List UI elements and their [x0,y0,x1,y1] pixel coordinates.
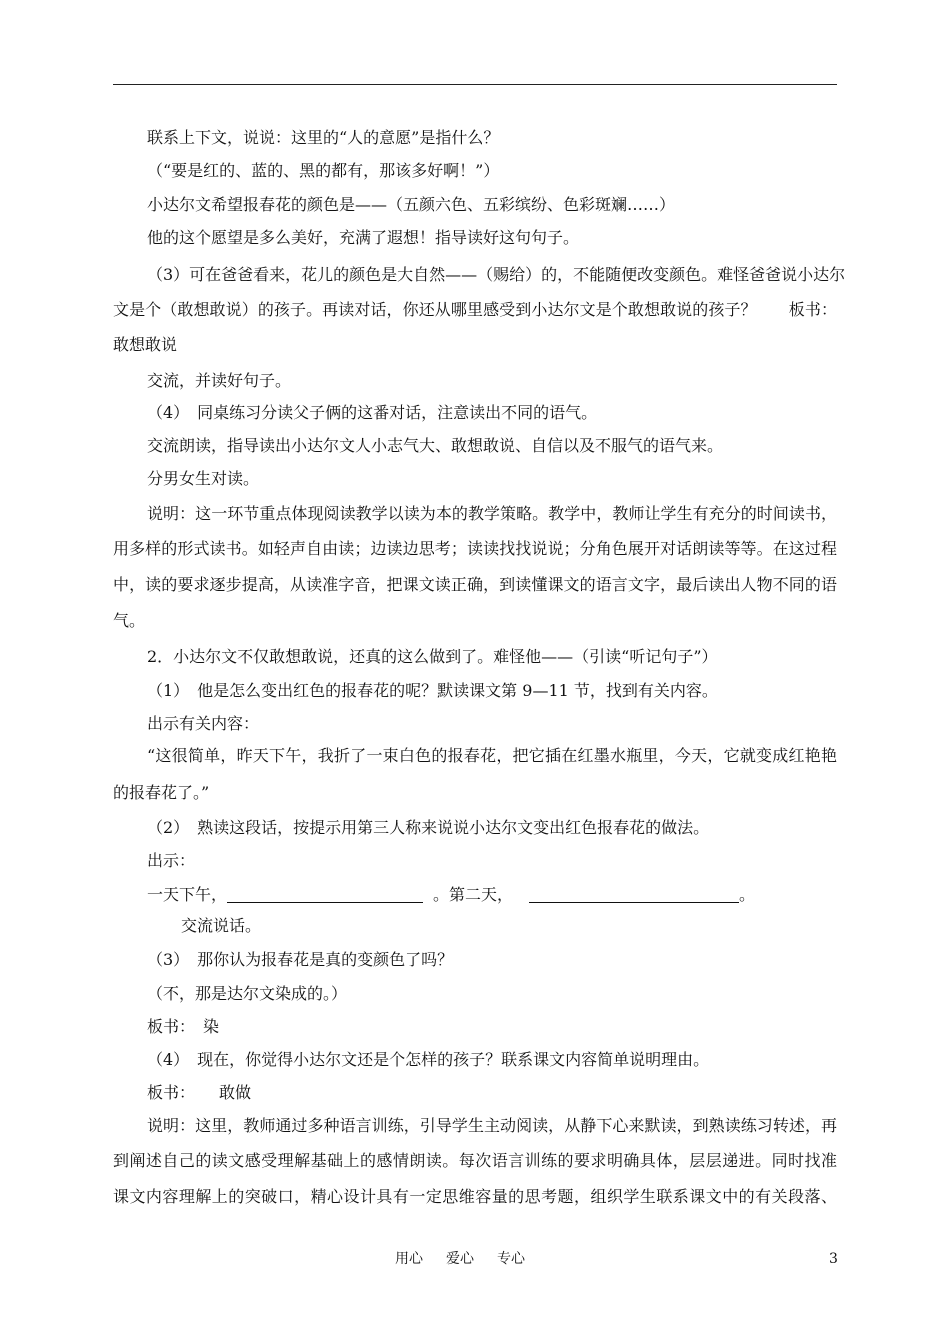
text-line: 交流说话。 [181,916,262,935]
text-line: 中，读的要求逐步提高，从读准字音，把课文读正确，到读懂课文的语言文字，最后读出人物不同的语 [113,575,837,594]
text-line: 出示： [147,851,196,870]
blank-1[interactable] [227,886,423,903]
text-line: 的报春花了。” [113,783,210,802]
text-line: 他的这个愿望是多么美好，充满了遐想！指导读好这句句子。 [147,228,580,247]
text-line: 板书： 敢做 [147,1083,252,1102]
text-line: 分男女生对读。 [147,469,260,488]
text-line: 交流朗读，指导读出小达尔文人小志气大、敢想敢说、自信以及不服气的语气来。 [147,436,724,455]
footer-motto: 用心 [395,1251,423,1267]
text-line: 小达尔文希望报春花的颜色是——（五颜六色、五彩缤纷、色彩斑斓……） [147,195,676,214]
text-line: 2．小达尔文不仅敢想敢说，还真的这么做到了。难怪他——（引读“听记句子”） [147,647,718,666]
text-line: 板书： 染 [147,1017,220,1036]
fill-in-text: 。 [739,885,756,904]
footer-motto: 专心 [497,1251,525,1267]
text-line: 用多样的形式读书。如轻声自由读；边读边思考；读读找找说说；分角色展开对话朗读等等。在这过程 [113,539,837,558]
text-line: （3） 那你认为报春花是真的变颜色了吗？ [147,950,454,969]
blank-2[interactable] [529,886,739,903]
text-line: （2） 熟读这段话，按提示用第三人称来说说小达尔文变出红色报春花的做法。 [147,818,710,837]
text-line: （“要是红的、蓝的、黑的都有，那该多好啊！”） [147,161,500,180]
text-line: （3）可在爸爸看来，花儿的颜色是大自然——（赐给）的，不能随便改变颜色。难怪爸爸说小达尔 [147,265,846,284]
header-rule [113,84,837,85]
text-line: （4） 现在，你觉得小达尔文还是个怎样的孩子？联系课文内容简单说明理由。 [147,1050,710,1069]
fill-in-text: 。第二天， [433,885,514,904]
fill-in-text: 一天下午， [147,885,228,904]
text-line: 说明：这一环节重点体现阅读教学以读为本的教学策略。教学中，教师让学生有充分的时间读书， [147,504,837,523]
text-line: 交流，并读好句子。 [147,371,292,390]
fill-in-line [147,885,755,905]
footer-motto: 爱心 [446,1251,474,1267]
text-line: 气。 [113,611,146,630]
text-line: 到阐述自己的读文感受理解基础上的感情朗读。每次语言训练的要求明确具体，层层递进。同时找准 [113,1151,837,1170]
text-line: 文是个（敢想敢说）的孩子。再读对话，你还从哪里感受到小达尔文是个敢想敢说的孩子？ 板书： [113,300,837,319]
page-number: 3 [829,1251,838,1267]
text-line: （不，那是达尔文染成的。） [147,984,348,1003]
text-line: 联系上下文，说说：这里的“人的意愿”是指什么？ [147,128,500,147]
text-line: 说明：这里，教师通过多种语言训练，引导学生主动阅读，从静下心来默读，到熟读练习转述，再 [147,1116,837,1135]
text-line: 出示有关内容： [147,714,260,733]
text-line: 课文内容理解上的突破口，精心设计具有一定思维容量的思考题，组织学生联系课文中的有关段落、 [113,1187,837,1206]
text-line: （4） 同桌练习分读父子俩的这番对话，注意读出不同的语气。 [147,403,598,422]
text-line: “这很简单，昨天下午，我折了一束白色的报春花，把它插在红墨水瓶里，今天，它就变成红艳艳 [147,746,837,765]
text-line: 敢想敢说 [113,335,178,354]
text-line: （1） 他是怎么变出红色的报春花的呢？默读课文第 9—11 节，找到有关内容。 [147,681,718,700]
